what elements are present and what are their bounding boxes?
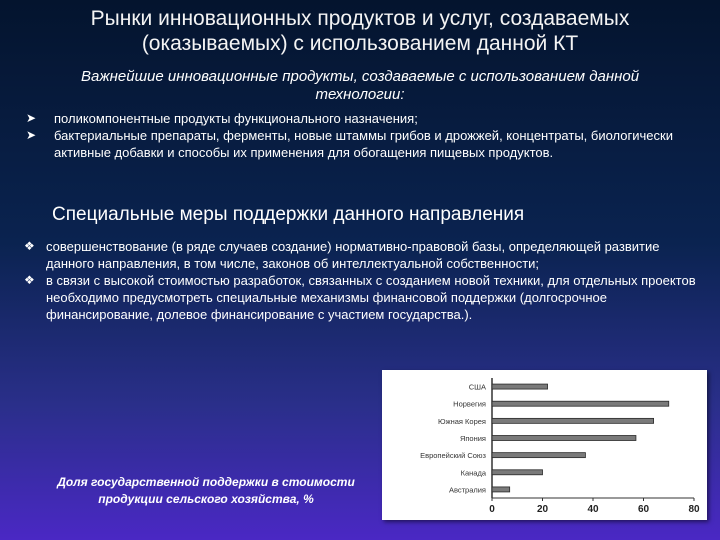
- x-tick-label: 20: [536, 504, 549, 515]
- category-label: Южная Корея: [438, 416, 486, 426]
- bar: [492, 487, 510, 492]
- category-label: Япония: [459, 434, 486, 443]
- category-label: Австралия: [448, 485, 486, 495]
- bar: [492, 470, 543, 475]
- bar: [492, 418, 654, 423]
- support-list: [24, 238, 704, 323]
- x-tick-label: 80: [688, 504, 700, 515]
- category-label: Канада: [460, 468, 486, 478]
- bar: [492, 436, 636, 441]
- category-label: США: [468, 382, 486, 392]
- category-label: Норвегия: [453, 399, 486, 409]
- product-text: бактериальные препараты, ферменты, новые штаммы грибов и дрожжей, концентраты, биологически активные добавки и способы их применения для обогащения пищевых продуктов.: [54, 128, 673, 160]
- bar-chart: [382, 370, 707, 520]
- arrow-bullet-icon: ➤: [26, 111, 37, 125]
- bar: [492, 453, 585, 458]
- slide-title: Рынки инновационных продуктов и услуг, создаваемых (оказываемых) с использованием данной КТ: [90, 7, 630, 55]
- x-tick-label: 0: [489, 504, 495, 515]
- list-item: [20, 127, 710, 161]
- category-label: Европейский Союз: [420, 451, 486, 461]
- support-text: совершенствование (в ряде случаев создание) нормативно-правовой базы, определяющей развитие данного направления, в том числе, законов об интеллектуальной собственности;: [46, 239, 660, 271]
- chart-caption: Доля государственной поддержки в стоимости продукции сельского хозяйства, %: [57, 475, 355, 506]
- list-item: [24, 238, 704, 272]
- products-subtitle: Важнейшие инновационные продукты, создаваемые с использованием данной технологии:: [80, 68, 640, 103]
- arrow-bullet-icon: ➤: [26, 128, 37, 142]
- bar: [492, 401, 669, 406]
- x-tick-label: 40: [587, 504, 599, 515]
- x-tick-label: 60: [637, 504, 650, 515]
- chart-panel: [382, 370, 707, 520]
- diamond-bullet-icon: ❖: [24, 273, 35, 287]
- product-text: поликомпонентные продукты функционального назначения;: [54, 111, 418, 126]
- support-heading: Специальные меры поддержки данного направления: [52, 204, 525, 225]
- support-text: в связи с высокой стоимостью разработок, связанных с созданием новой техники, для отдельных проектов необходимо предусмотреть специальные механизмы финансовой поддержки (долгосрочное финансирование, долевое финансирование с участием государства.).: [46, 273, 696, 322]
- list-item: [24, 272, 704, 323]
- products-list: [20, 110, 710, 161]
- bar: [492, 384, 548, 389]
- diamond-bullet-icon: ❖: [24, 239, 35, 253]
- list-item: [20, 110, 710, 127]
